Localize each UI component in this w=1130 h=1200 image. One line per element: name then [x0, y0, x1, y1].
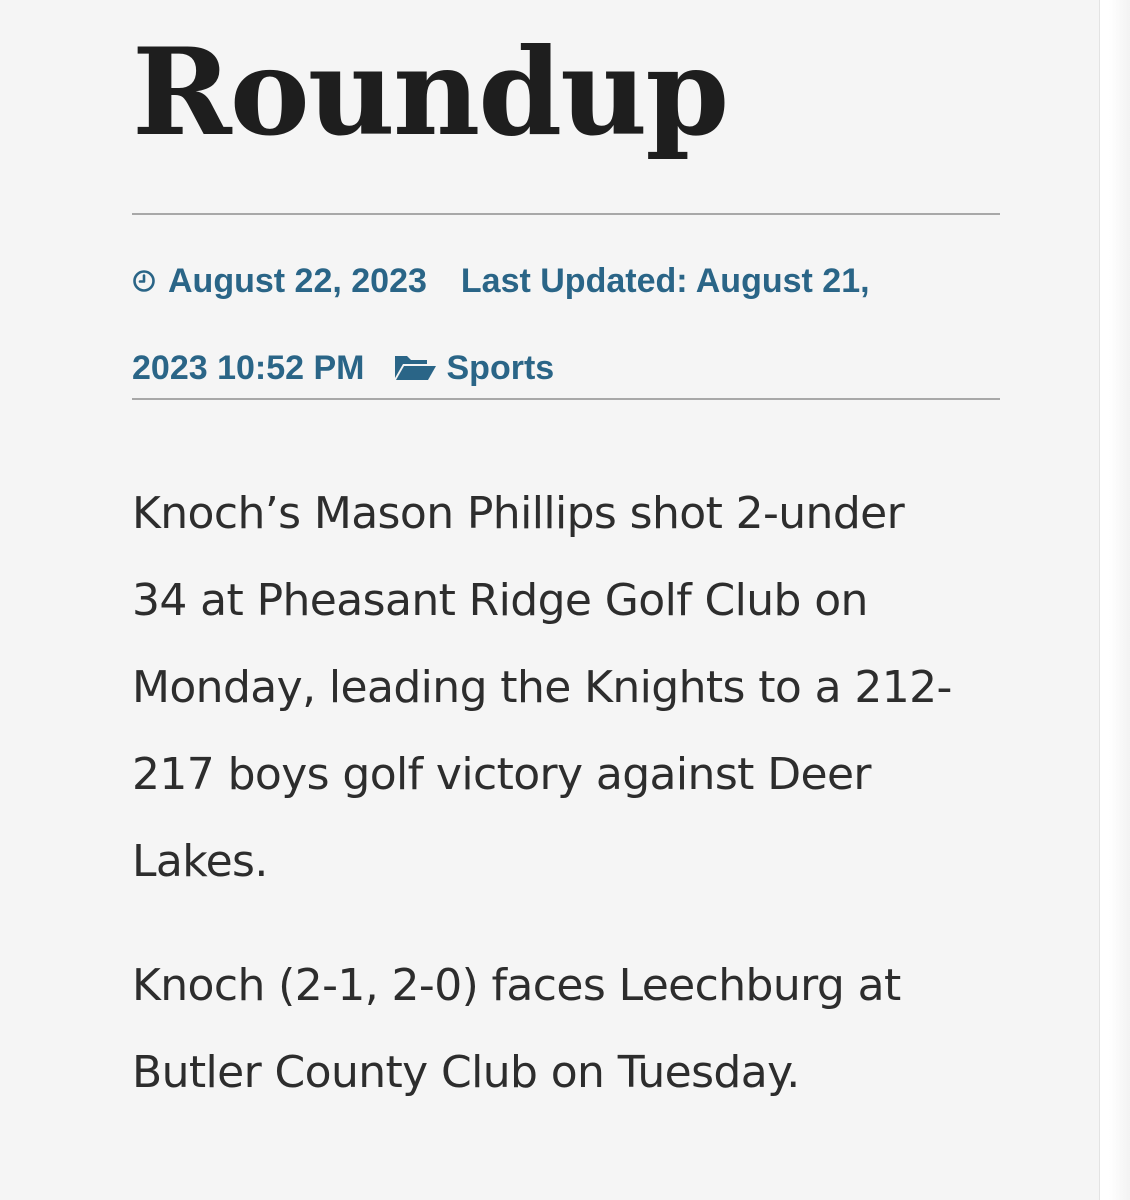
paragraph-1-line: Lakes.: [132, 836, 268, 887]
paragraph-1-line: 217 boys golf victory against Deer: [132, 749, 871, 800]
title-divider: [132, 213, 1000, 215]
paragraph-2-line: Butler County Club on Tuesday.: [132, 1047, 800, 1098]
paragraph-1: [132, 470, 1012, 905]
clock-icon: [132, 269, 156, 293]
paragraph-1-line: Knoch’s Mason Phillips shot 2-under: [132, 488, 905, 539]
last-updated-line1: Last Updated: August 21,: [460, 262, 870, 300]
category-label: Sports: [446, 349, 555, 387]
paragraph-2: [132, 942, 1012, 1116]
paragraph-1-line: Monday, leading the Knights to a 212-: [132, 662, 952, 713]
publish-date-text: August 22, 2023: [168, 262, 427, 300]
last-updated-line2: 2023 10:52 PM: [132, 349, 365, 387]
paragraph-2-line: Knoch (2-1, 2-0) faces Leechburg at: [132, 960, 901, 1011]
article-title: Roundup: [132, 22, 728, 163]
category-link[interactable]: [393, 349, 555, 387]
meta-divider: [132, 398, 1000, 400]
article-meta: [132, 238, 1012, 412]
paragraph-1-line: 34 at Pheasant Ridge Golf Club on: [132, 575, 868, 626]
folder-open-icon: [393, 353, 437, 381]
scrollbar-track[interactable]: [1099, 0, 1130, 1200]
article-body: [132, 470, 1012, 1116]
publish-date: [132, 262, 427, 300]
